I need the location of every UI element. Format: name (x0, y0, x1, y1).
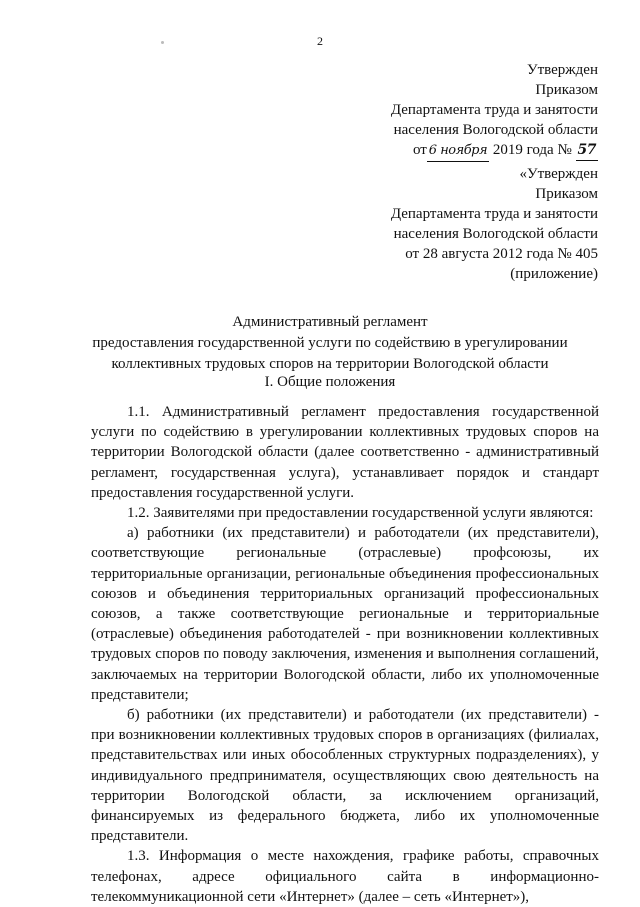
handwritten-number: 57 (576, 140, 598, 161)
approval-line: (приложение) (510, 266, 598, 282)
date-year: 2019 года № (492, 142, 572, 158)
approval-line: Департамента труда и занятости (390, 206, 598, 222)
handwritten-date: 6 ноября (427, 141, 489, 162)
paragraph: б) работники (их представители) и работодатели (их представители) - при возникновении коллективных трудовых споров в организациях (филиалах, представительствах или иных обособленных структурных подразделениях), у индивидуального предпринимателя, осуществляющих свою деятельность на территории Вологодской области, за исключением организаций, финансируемых из федерального бюджета, либо их уполномоченные представители. (91, 707, 599, 845)
page-number: 2 (317, 34, 323, 48)
paragraph: 1.1. Административный регламент предоставления государственной услуги по содействию в урегулировании коллективных трудовых споров на территории Вологодской области (далее соответственно - административный регламент, государственная услуга), устанавливает порядок и стандарт предоставления государственной услуги. (91, 404, 599, 501)
paragraph: 1.3. Информация о месте нахождения, графике работы, справочных телефонах, адресе официального сайта в информационно-телекоммуникационной сети «Интернет» (далее – сеть «Интернет»), (91, 848, 599, 905)
approval-line: Департамента труда и занятости (390, 102, 598, 118)
document-body (91, 402, 599, 907)
approval-stamp-previous (391, 164, 598, 284)
approval-line: Утвержден (526, 62, 598, 78)
approval-line: Приказом (535, 186, 598, 202)
section-heading: I. Общие положения (264, 374, 396, 390)
title-line: предоставления государственной услуги по содействию в урегулировании (92, 335, 568, 351)
approval-stamp-current (391, 60, 598, 162)
approval-line: Приказом (535, 82, 598, 98)
paragraph: а) работники (их представители) и работодатели (их представители), соответствующие региональные (отраслевые) профсоюзы, их территориальные организации, региональные объединения профессиональных союзов и объединения территориальных организаций профессиональных союзов, а также соответствующие региональные и территориальные (отраслевые) объединения работодателей - при возникновении коллективных трудовых споров по поводу заключения, изменения и выполнения соглашений, заключаемых на территории Вологодской области, либо их уполномоченные представители; (91, 525, 599, 703)
paragraph: 1.2. Заявителями при предоставлении государственной услуги являются: (127, 505, 594, 522)
date-prefix: от (412, 142, 427, 158)
approval-line: населения Вологодской области (393, 122, 598, 138)
approval-line: населения Вологодской области (393, 226, 598, 242)
approval-line: «Утвержден (519, 166, 598, 182)
approval-date-line (391, 140, 598, 162)
title-line: коллективных трудовых споров на территории Вологодской области (111, 356, 549, 372)
title-line: Административный регламент (232, 314, 428, 330)
approval-line: от 28 августа 2012 года № 405 (405, 246, 598, 262)
document-title (60, 312, 600, 375)
